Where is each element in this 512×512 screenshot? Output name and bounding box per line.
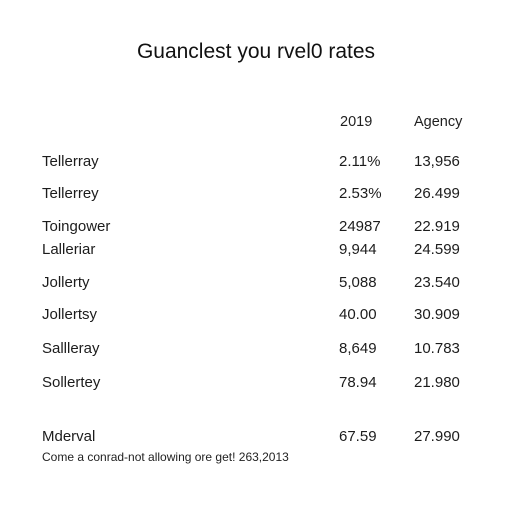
- row-label: Mderval: [42, 428, 96, 445]
- table-row: [0, 185, 512, 207]
- row-value-2019: 9,944: [339, 241, 377, 258]
- row-value-agency: 24.599: [414, 241, 460, 258]
- table-row: [0, 218, 512, 240]
- row-value-agency: 22.919: [414, 218, 460, 235]
- table-row: [0, 241, 512, 263]
- row-label: Tellerrey: [42, 185, 99, 202]
- row-value-agency: 27.990: [414, 428, 460, 445]
- row-value-agency: 26.499: [414, 185, 460, 202]
- row-label: Jollerty: [42, 274, 90, 291]
- row-value-agency: 30.909: [414, 306, 460, 323]
- row-value-agency: 10.783: [414, 340, 460, 357]
- page-title: Guanclest you rvel0 rates: [136, 40, 376, 63]
- row-label: Sollertey: [42, 374, 101, 391]
- table-row: [0, 374, 512, 396]
- table-row: [0, 428, 512, 450]
- row-label: Lalleriar: [42, 241, 96, 258]
- row-label: Sallleray: [42, 340, 100, 357]
- row-value-2019: 78.94: [339, 374, 377, 391]
- row-value-2019: 8,649: [339, 340, 377, 357]
- table-row: [0, 153, 512, 175]
- row-label: Tellerray: [42, 153, 99, 170]
- table-row: [0, 274, 512, 296]
- column-header-agency: Agency: [414, 114, 463, 130]
- row-value-agency: 13,956: [414, 153, 460, 170]
- row-value-agency: 23.540: [414, 274, 460, 291]
- footnote: Come a conrad-not allowing ore get! 263,2013: [42, 450, 289, 464]
- row-value-agency: 21.980: [414, 374, 460, 391]
- column-header-2019: 2019: [340, 114, 373, 130]
- row-value-2019: 5,088: [339, 274, 377, 291]
- row-value-2019: 24987: [339, 218, 381, 235]
- table-row: [0, 306, 512, 328]
- row-value-2019: 67.59: [339, 428, 377, 445]
- row-label: Toingower: [42, 218, 111, 235]
- table-row: [0, 340, 512, 362]
- row-value-2019: 2.53%: [339, 185, 382, 202]
- row-label: Jollertsy: [42, 306, 98, 323]
- row-value-2019: 2.11%: [339, 153, 381, 170]
- row-value-2019: 40.00: [339, 306, 377, 323]
